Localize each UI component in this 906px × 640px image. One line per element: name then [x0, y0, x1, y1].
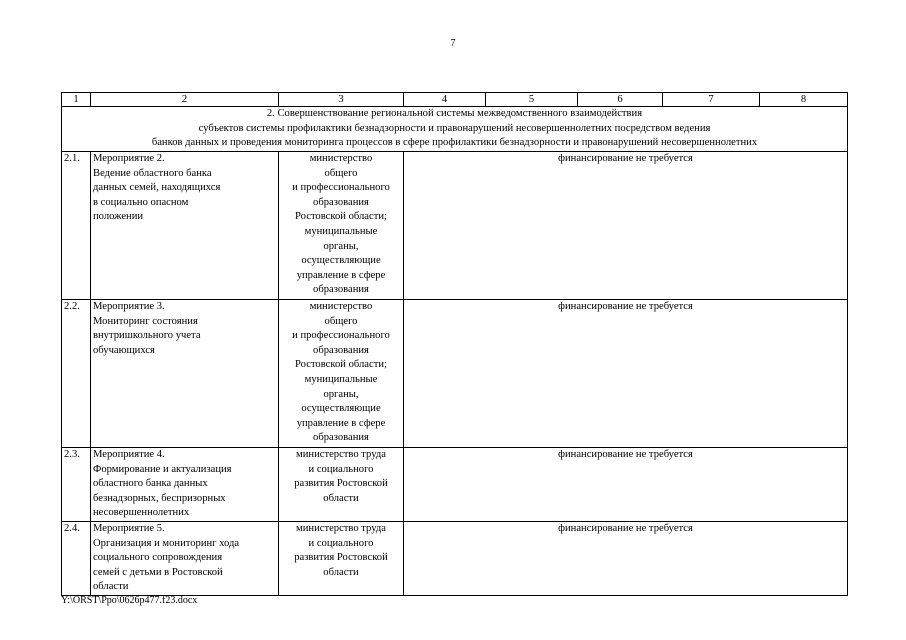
column-number-row	[62, 93, 848, 107]
section-title-line: субъектов системы профилактики безнадзорности и правонарушений несовершеннолетних посредством ведения	[198, 122, 711, 134]
footer-file-path: Y:\ORST\Ppo\0626p477.f23.docx	[61, 595, 198, 606]
financing-note: финансирование не требуется	[404, 152, 848, 300]
executor-line: Ростовской области;	[295, 211, 387, 223]
table-row	[62, 300, 848, 448]
measure-line: внутришкольного учета	[93, 330, 201, 342]
executor-line: Ростовской области;	[295, 359, 387, 371]
row-number: 2.4.	[62, 521, 91, 595]
executor-line: и профессионального	[292, 330, 390, 342]
executor-line: образования	[313, 284, 369, 296]
executor-line: органы,	[323, 388, 359, 400]
section-title-line: банков данных и проведения мониторинга процессов в сфере профилактики безнадзорности и правонарушений несовершеннолетних	[151, 137, 758, 149]
executor-line: осуществляющие	[301, 403, 381, 415]
measure-line: Мониторинг состояния	[93, 315, 198, 327]
measure-line: Формирование и актуализация	[93, 463, 232, 475]
page-number: 7	[450, 38, 456, 49]
measure-description	[91, 448, 279, 522]
executor	[279, 448, 404, 522]
measure-line: семей с детьми в Ростовской	[93, 566, 223, 578]
executor	[279, 521, 404, 595]
executor-line: развития Ростовской	[294, 552, 388, 564]
executor	[279, 300, 404, 448]
column-header-8: 8	[760, 93, 848, 107]
executor-line: органы,	[323, 240, 359, 252]
measure-description	[91, 300, 279, 448]
column-header-4: 4	[404, 93, 486, 107]
measure-line: Организация и мониторинг хода	[93, 537, 240, 549]
measure-line: положении	[93, 211, 144, 223]
table-body	[62, 93, 848, 596]
measure-line: безнадзорных, беспризорных	[93, 492, 226, 504]
row-number: 2.2.	[62, 300, 91, 448]
measure-line: области	[93, 581, 129, 593]
measure-line: областного банка данных	[93, 478, 208, 490]
executor-line: и социального	[308, 463, 374, 475]
executor-line: управление в сфере	[296, 269, 386, 281]
table-row	[62, 152, 848, 300]
executor	[279, 152, 404, 300]
financing-note: финансирование не требуется	[404, 448, 848, 522]
financing-note: финансирование не требуется	[404, 521, 848, 595]
executor-line: образования	[313, 432, 369, 444]
executor-line: области	[323, 566, 359, 578]
executor-line: образования	[313, 344, 369, 356]
measure-line: Мероприятие 2.	[93, 153, 165, 164]
section-title-line: 2. Совершенствование региональной системы межведомственного взаимодействия	[266, 108, 643, 119]
section-title	[62, 107, 848, 152]
column-header-1: 1	[62, 93, 91, 107]
section-title-row	[62, 107, 848, 152]
executor-line: образования	[313, 196, 369, 208]
measure-line: обучающихся	[93, 344, 155, 356]
measure-line: социального сопровождения	[93, 552, 223, 564]
executor-line: и профессионального	[292, 182, 390, 194]
executor-line: министерство	[309, 301, 373, 312]
measure-line: данных семей, находящихся	[93, 182, 221, 194]
column-header-6: 6	[578, 93, 663, 107]
table-row	[62, 448, 848, 522]
executor-line: осуществляющие	[301, 255, 381, 267]
executor-line: муниципальные	[304, 225, 378, 237]
executor-line: управление в сфере	[296, 417, 386, 429]
row-number: 2.3.	[62, 448, 91, 522]
executor-line: министерство труда	[296, 522, 386, 534]
measure-line: Мероприятие 4.	[93, 449, 165, 460]
executor-line: муниципальные	[304, 373, 378, 385]
column-header-2: 2	[91, 93, 279, 107]
measure-description	[91, 152, 279, 300]
measure-description	[91, 521, 279, 595]
column-header-7: 7	[663, 93, 760, 107]
executor-line: и социального	[308, 537, 374, 549]
measure-line: Мероприятие 5.	[93, 522, 165, 534]
row-number: 2.1.	[62, 152, 91, 300]
measures-table	[61, 92, 848, 596]
financing-note: финансирование не требуется	[404, 300, 848, 448]
executor-line: общего	[324, 315, 358, 327]
executor-line: министерство труда	[296, 449, 386, 460]
column-header-5: 5	[486, 93, 578, 107]
executor-line: министерство	[309, 153, 373, 164]
column-header-3: 3	[279, 93, 404, 107]
measure-line: Ведение областного банка	[93, 167, 212, 179]
executor-line: развития Ростовской	[294, 478, 388, 490]
executor-line: области	[323, 492, 359, 504]
executor-line: общего	[324, 167, 358, 179]
measure-line: несовершеннолетних	[93, 507, 190, 519]
table-row	[62, 521, 848, 595]
measure-line: в социально опасном	[93, 196, 189, 208]
measure-line: Мероприятие 3.	[93, 301, 165, 312]
